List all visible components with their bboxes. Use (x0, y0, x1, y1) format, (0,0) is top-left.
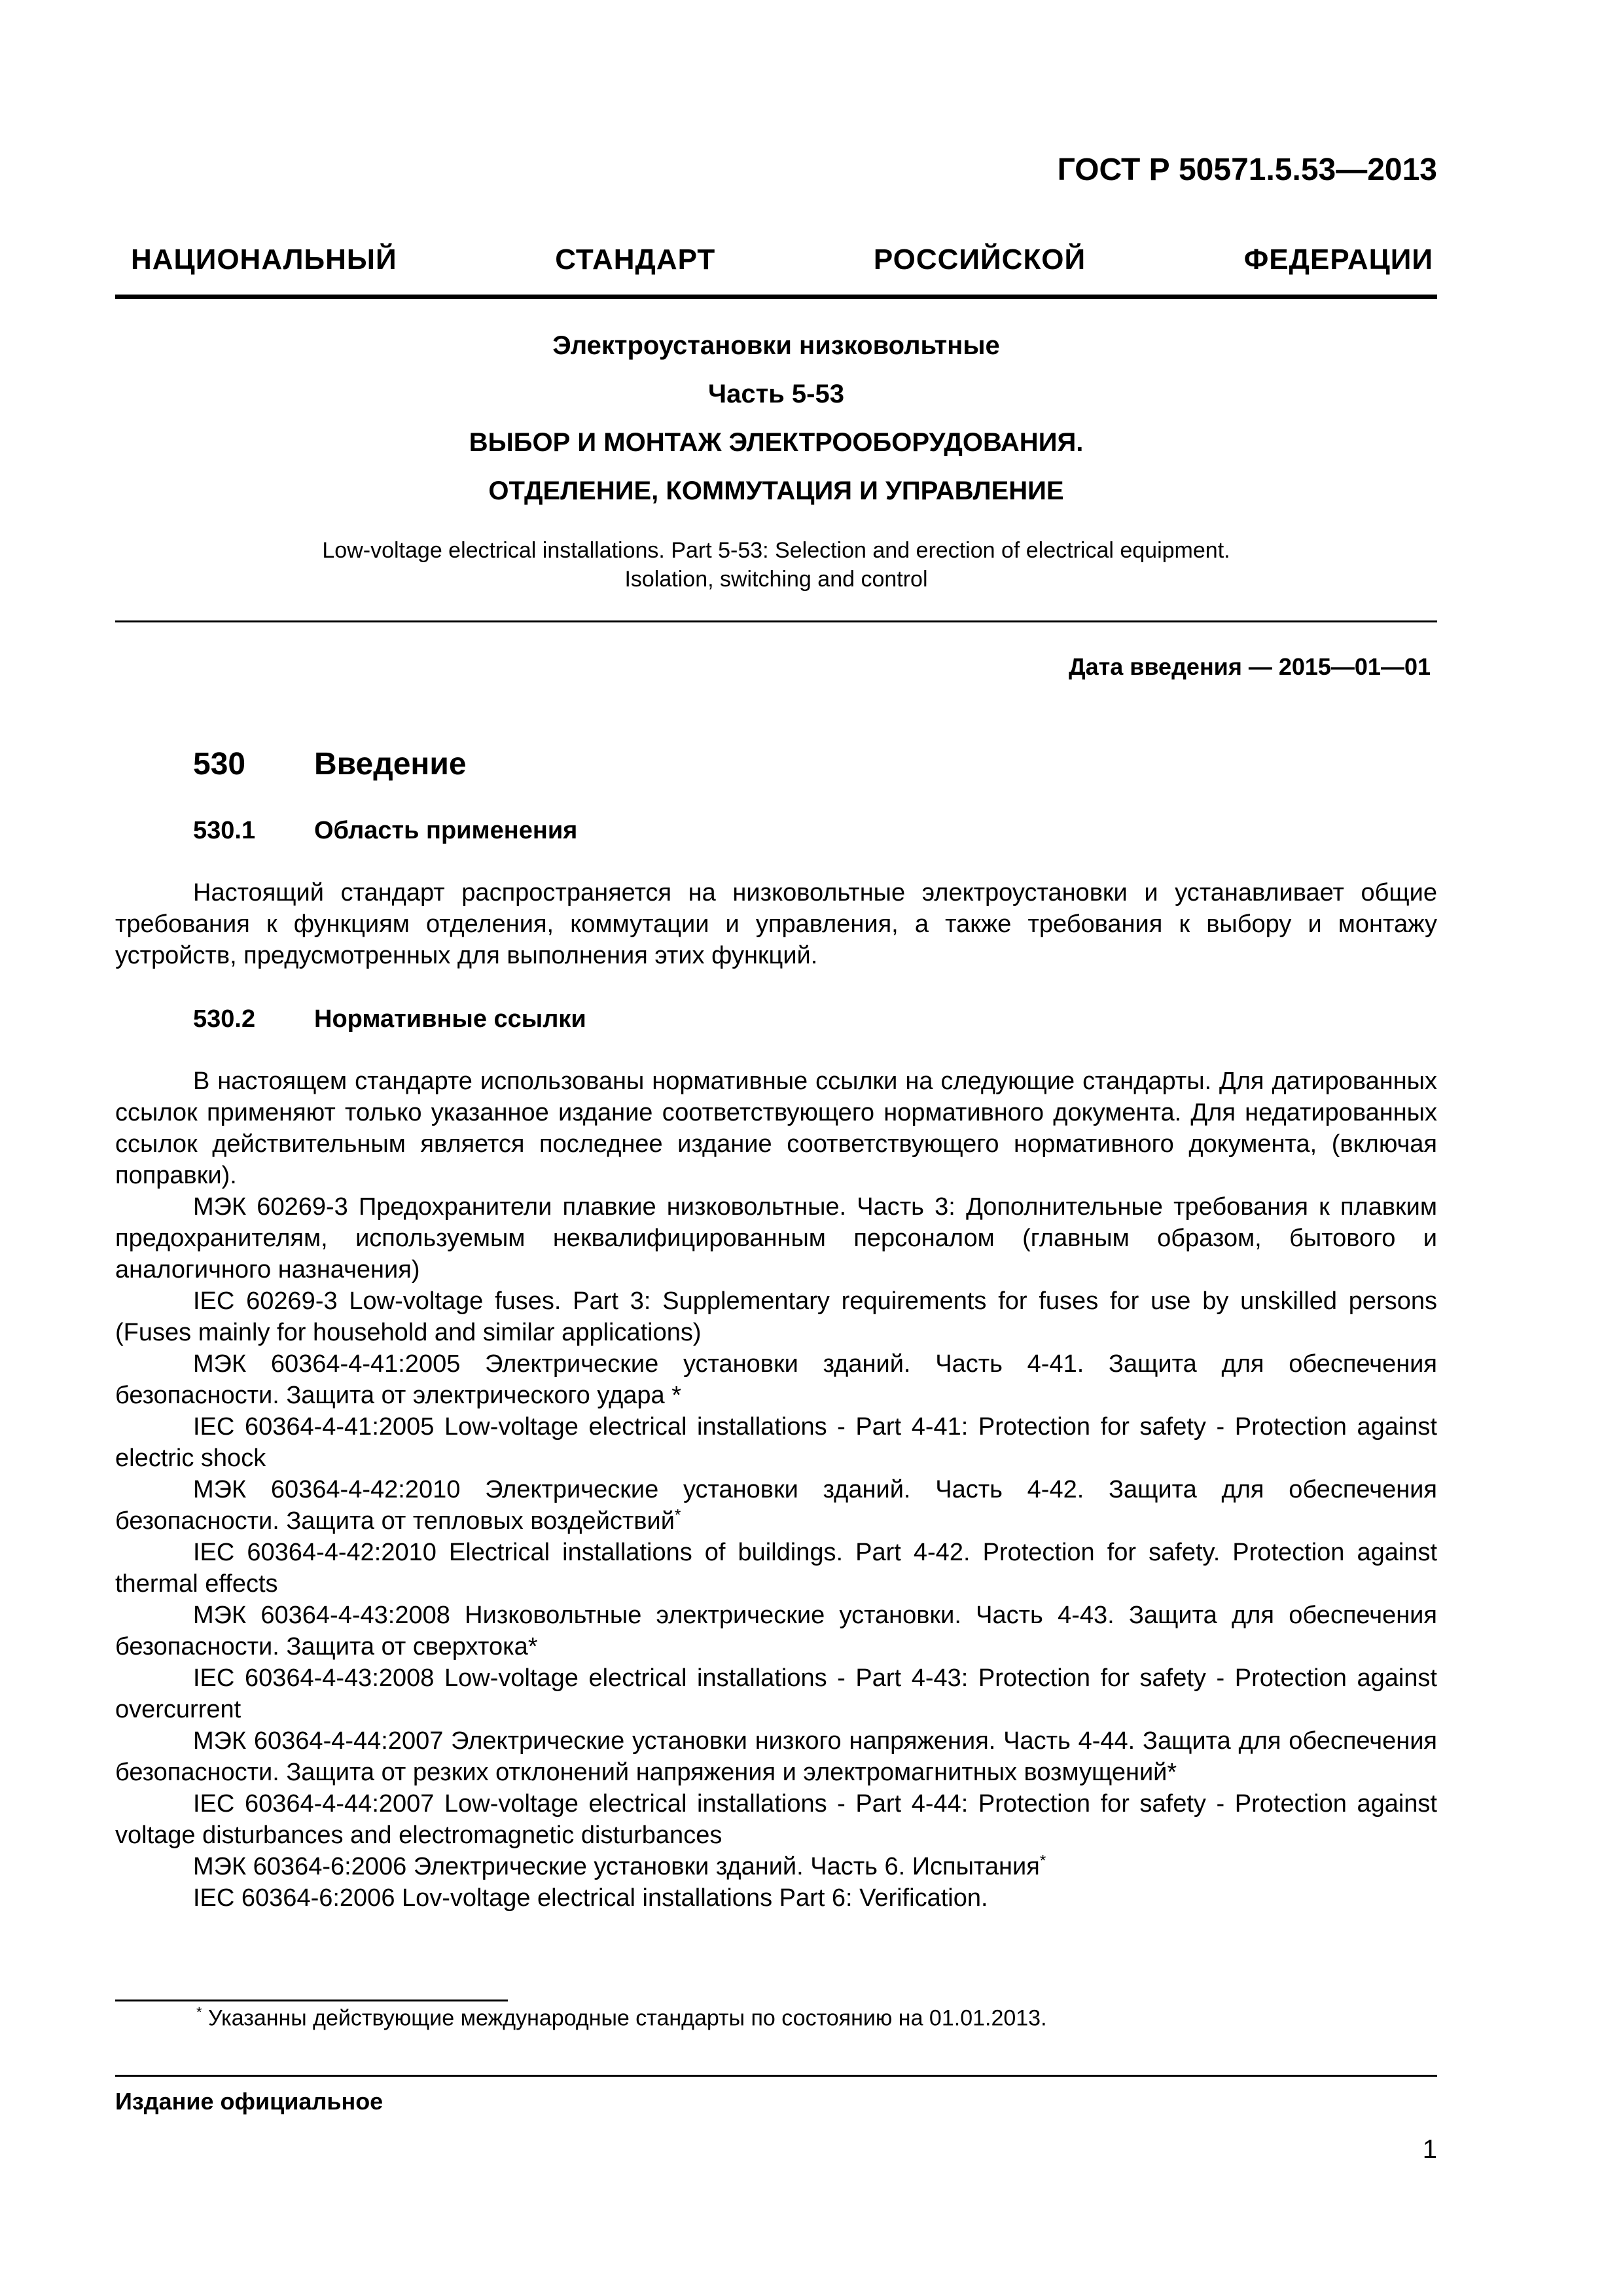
reference-item: МЭК 60364-4-43:2008 Низковольтные электрические установки. Часть 4-43. Защита для обеспечения безопасности. Защита от сверхтока* (115, 1602, 1437, 1660)
footnote-mark: * (674, 1506, 681, 1524)
footnote-marker: * (196, 2004, 202, 2020)
section-530-1-number: 530.1 (193, 817, 256, 844)
national-standard-banner: НАЦИОНАЛЬНЫЙ СТАНДАРТ РОССИЙСКОЙ ФЕДЕРАЦИИ (131, 243, 1433, 276)
reference-item: IEC 60364-4-41:2005 Low-voltage electrical installations - Part 4-41: Protection for safety - Protection against electric shock (115, 1413, 1437, 1472)
reference-item: МЭК 60269-3 Предохранители плавкие низковольтные. Часть 3: Дополнительные требования к плавким предохранителям, используемым неквалифицированным персоналом (главным образом, бытового и аналогичного назначения) (115, 1193, 1437, 1283)
title-line-2: Часть 5-53 (708, 380, 844, 408)
footer-rule (115, 2075, 1437, 2077)
section-530-2-title: Нормативные ссылки (314, 1005, 586, 1033)
title-line-4: ОТДЕЛЕНИЕ, КОММУТАЦИЯ И УПРАВЛЕНИЕ (488, 476, 1064, 505)
section-530-2-number: 530.2 (193, 1005, 256, 1033)
scope-paragraph (115, 877, 1437, 971)
reference-item (115, 1851, 1437, 1882)
english-title-line-1: Low-voltage electrical installations. Part 5-53: Selection and erection of electrical equipment. (322, 538, 1230, 563)
references-intro: В настоящем стандарте использованы нормативные ссылки на следующие стандарты. Для датированных ссылок применяют только указанное издание соответствующего нормативного документа. Для недатированных ссылок действительным является последнее издание соответствующего нормативного документа, (включая поправки). (115, 1067, 1437, 1189)
title-line-1: Электроустановки низковольтные (552, 331, 1000, 360)
reference-item: IEC 60364-4-43:2008 Low-voltage electrical installations - Part 4-43: Protection for safety - Protection against overcurrent (115, 1664, 1437, 1723)
page-number: 1 (1422, 2135, 1437, 2164)
footnote (196, 2004, 1374, 2031)
footnote-text: Указанны действующие международные стандарты по состоянию на 01.01.2013. (208, 2005, 1047, 2031)
official-edition-label: Издание официальное (115, 2088, 383, 2115)
reference-item: IEC 60364-4-44:2007 Low-voltage electrical installations - Part 4-44: Protection for safety - Protection against voltage disturbances and electromagnetic disturbances (115, 1790, 1437, 1849)
reference-text: МЭК 60364-4-42:2010 Электрические установки зданий. Часть 4-42. Защита для обеспечения безопасности. Защита от тепловых воздействий (115, 1476, 1437, 1535)
footnote-rule (115, 2000, 508, 2001)
section-530-number: 530 (193, 747, 246, 781)
section-530-1-title: Область применения (314, 817, 578, 844)
reference-item: IEC 60364-4-42:2010 Electrical installations of buildings. Part 4-42. Protection for safety. Protection against thermal effects (115, 1539, 1437, 1598)
header-rule (115, 295, 1437, 299)
section-530-title: Введение (314, 747, 467, 781)
reference-item: IEC 60364-6:2006 Lov-voltage electrical installations Part 6: Verification. (193, 1884, 988, 1912)
normative-references (115, 1066, 1437, 1914)
title-rule (115, 620, 1437, 622)
reference-item (115, 1474, 1437, 1537)
title-line-3: ВЫБОР И МОНТАЖ ЭЛЕКТРООБОРУДОВАНИЯ. (469, 428, 1084, 457)
english-title-line-2: Isolation, switching and control (624, 567, 928, 592)
reference-item: IEC 60269-3 Low-voltage fuses. Part 3: Supplementary requirements for fuses for use by unskilled persons (Fuses mainly for household and similar applications) (115, 1287, 1437, 1346)
introduction-date: Дата введения — 2015—01—01 (1068, 653, 1431, 680)
reference-text: МЭК 60364-6:2006 Электрические установки зданий. Часть 6. Испытания (193, 1853, 1040, 1880)
reference-item: МЭК 60364-4-41:2005 Электрические установки зданий. Часть 4-41. Защита для обеспечения безопасности. Защита от электрического удара * (115, 1350, 1437, 1409)
gost-number: ГОСТ Р 50571.5.53—2013 (1057, 152, 1437, 187)
footnote-mark: * (1039, 1852, 1046, 1870)
scope-text: Настоящий стандарт распространяется на низковольтные электроустановки и устанавливает общие требования к функциям отделения, коммутации и управления, а также требования к выбору и монтажу устройств, предусмотренных для выполнения этих функций. (115, 879, 1437, 969)
reference-item: МЭК 60364-4-44:2007 Электрические установки низкого напряжения. Часть 4-44. Защита для обеспечения безопасности. Защита от резких отклонений напряжения и электромагнитных возмущений* (115, 1727, 1437, 1786)
